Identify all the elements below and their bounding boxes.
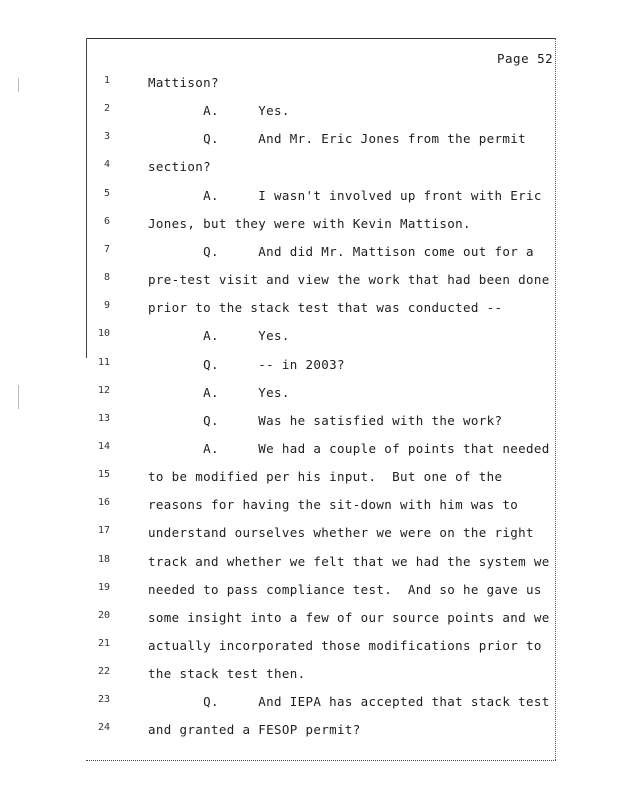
line-text: pre-test visit and view the work that had been done <box>148 272 550 288</box>
transcript-line <box>0 328 618 348</box>
transcript-line <box>0 103 618 123</box>
line-text: needed to pass compliance test. And so he gave us <box>148 581 542 597</box>
line-text: A. Yes. <box>148 328 290 344</box>
line-text: Q. And did Mr. Mattison come out for a <box>148 243 534 259</box>
line-number: 19 <box>97 581 110 593</box>
transcript-line <box>0 694 618 714</box>
line-number: 8 <box>103 272 110 284</box>
transcript-line <box>0 413 618 433</box>
line-text: some insight into a few of our source points and we <box>148 609 550 625</box>
page-number: Page 52 <box>497 51 554 66</box>
line-text: A. Yes. <box>148 384 290 400</box>
line-text: A. Yes. <box>148 103 290 119</box>
transcript-line <box>0 131 618 151</box>
line-number: 12 <box>97 384 110 396</box>
line-text: Q. And IEPA has accepted that stack test <box>148 694 550 710</box>
line-text: actually incorporated those modifications prior to <box>148 638 542 653</box>
line-text: reasons for having the sit-down with him was to <box>148 497 519 513</box>
transcript-line <box>0 722 618 742</box>
line-number: 11 <box>97 356 110 368</box>
line-text: Q. -- in 2003? <box>148 356 345 372</box>
transcript-line <box>0 582 618 602</box>
line-text: section? <box>148 159 212 175</box>
line-text: the stack test then. <box>148 666 306 682</box>
line-number: 17 <box>97 525 110 537</box>
line-number: 4 <box>103 159 110 171</box>
transcript-line <box>0 216 618 236</box>
line-text: A. I wasn't involved up front with Eric <box>148 187 542 203</box>
line-text: Mattison? <box>148 75 219 90</box>
line-text: to be modified per his input. But one of the <box>148 469 503 485</box>
line-text: prior to the stack test that was conducted -- <box>148 300 503 316</box>
transcript-line <box>0 469 618 489</box>
line-number: 24 <box>97 722 110 734</box>
line-text: A. We had a couple of points that needed <box>148 440 550 456</box>
top-border <box>86 38 556 39</box>
line-number: 15 <box>97 469 110 481</box>
line-number: 7 <box>103 243 110 255</box>
transcript-line <box>0 497 618 517</box>
line-text: and granted a FESOP permit? <box>148 722 361 738</box>
line-number: 10 <box>97 328 110 340</box>
transcript-line <box>0 441 618 461</box>
transcript-line <box>0 300 618 320</box>
transcript-line <box>0 385 618 405</box>
line-number: 20 <box>97 609 110 621</box>
transcript-line <box>0 525 618 545</box>
line-number: 16 <box>97 497 110 509</box>
transcript-line <box>0 554 618 574</box>
line-number: 1 <box>103 75 110 86</box>
line-number: 21 <box>97 638 110 649</box>
transcript-line <box>0 666 618 686</box>
line-number: 3 <box>103 131 110 143</box>
transcript-line <box>0 188 618 208</box>
line-text: track and whether we felt that we had the system we <box>148 553 550 569</box>
line-number: 18 <box>97 553 110 565</box>
transcript-line <box>0 357 618 377</box>
line-text: Q. Was he satisfied with the work? <box>148 412 503 428</box>
line-number: 23 <box>97 694 110 706</box>
line-number: 6 <box>103 215 110 227</box>
transcript-line <box>0 638 618 658</box>
transcript-line <box>0 272 618 292</box>
line-number: 5 <box>103 187 110 199</box>
line-number: 22 <box>97 666 110 678</box>
line-number: 14 <box>97 440 110 452</box>
line-number: 9 <box>103 300 110 312</box>
transcript-line <box>0 244 618 264</box>
line-number: 2 <box>103 103 110 115</box>
line-text: understand ourselves whether we were on the right <box>148 525 534 541</box>
line-text: Q. And Mr. Eric Jones from the permit <box>148 131 527 147</box>
line-text: Jones, but they were with Kevin Mattison. <box>148 215 471 231</box>
bottom-border <box>86 760 556 761</box>
transcript-line <box>0 75 618 95</box>
transcript-line <box>0 610 618 630</box>
transcript-line <box>0 159 618 179</box>
line-number: 13 <box>97 412 110 424</box>
